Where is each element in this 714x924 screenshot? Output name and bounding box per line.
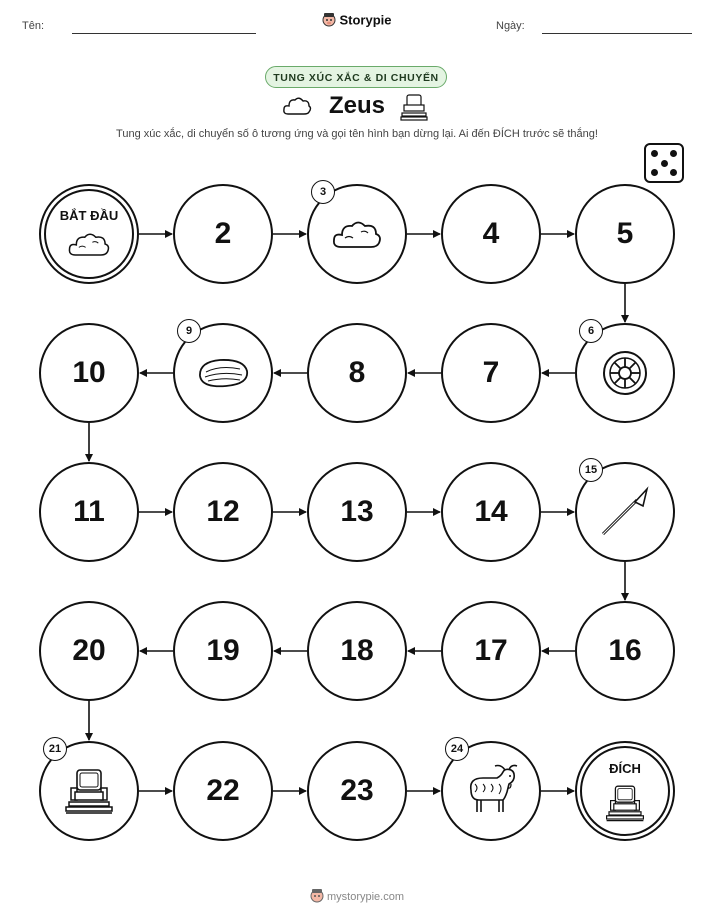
space-number: 8 bbox=[348, 356, 366, 389]
board-space-4 bbox=[441, 184, 541, 284]
space-number: 2 bbox=[214, 217, 232, 250]
finish-label: ĐÍCH bbox=[609, 761, 641, 776]
footer-url: mystorypie.com bbox=[326, 890, 405, 903]
space-number: 4 bbox=[482, 217, 500, 250]
board-space-10 bbox=[39, 323, 139, 423]
space-number-badge: 15 bbox=[579, 458, 603, 482]
board-space-24 bbox=[441, 741, 541, 841]
brand-name: Storypie bbox=[339, 12, 392, 28]
space-number-badge: 24 bbox=[445, 737, 469, 761]
footer bbox=[0, 888, 714, 906]
board-space-2 bbox=[173, 184, 273, 284]
space-number-badge: 21 bbox=[43, 737, 67, 761]
board-space-19 bbox=[173, 601, 273, 701]
board-space-22 bbox=[173, 741, 273, 841]
name-label: Tên: bbox=[22, 20, 45, 32]
board-space-12 bbox=[173, 462, 273, 562]
space-number: 10 bbox=[72, 356, 106, 389]
board-space-20 bbox=[39, 601, 139, 701]
space-number: 11 bbox=[73, 495, 105, 528]
space-number: 22 bbox=[206, 774, 240, 807]
board-space-21 bbox=[39, 741, 139, 841]
throne-icon bbox=[577, 783, 673, 823]
board-space-14 bbox=[441, 462, 541, 562]
page-title: Zeus bbox=[328, 92, 385, 119]
board-space-8 bbox=[307, 323, 407, 423]
space-number-badge: 6 bbox=[579, 319, 603, 343]
board-space-16 bbox=[575, 601, 675, 701]
space-number: 19 bbox=[206, 634, 240, 667]
board-space-23 bbox=[307, 741, 407, 841]
board-space-9 bbox=[173, 323, 273, 423]
board-space-17 bbox=[441, 601, 541, 701]
space-number: 23 bbox=[340, 774, 374, 807]
board-space-5 bbox=[575, 184, 675, 284]
space-number: 16 bbox=[608, 634, 642, 667]
board-space-3 bbox=[307, 184, 407, 284]
board-space-15 bbox=[575, 462, 675, 562]
board-space-6 bbox=[575, 323, 675, 423]
board-space-11 bbox=[39, 462, 139, 562]
date-label: Ngày: bbox=[496, 20, 525, 32]
board-space-7 bbox=[441, 323, 541, 423]
space-number: 14 bbox=[474, 495, 508, 528]
board-space-18 bbox=[307, 601, 407, 701]
space-number: 7 bbox=[482, 356, 500, 389]
space-number: 13 bbox=[340, 495, 374, 528]
start-space bbox=[39, 184, 139, 284]
finish-space bbox=[575, 741, 675, 841]
space-number-badge: 3 bbox=[311, 180, 335, 204]
instructions-text: Tung xúc xắc, di chuyển số ô tương ứng và gọi tên hình bạn dừng lại. Ai đến ĐÍCH trước sẽ thắng! bbox=[116, 128, 598, 140]
board-space-13 bbox=[307, 462, 407, 562]
space-number-badge: 9 bbox=[177, 319, 201, 343]
space-number: 18 bbox=[340, 634, 374, 667]
space-number: 20 bbox=[72, 634, 106, 667]
space-number: 17 bbox=[474, 634, 508, 667]
game-type-badge: TUNG XÚC XẮC & DI CHUYỂN bbox=[265, 66, 447, 88]
pig-mascot-icon bbox=[310, 888, 324, 906]
start-label: BẮT ĐẦU bbox=[59, 208, 119, 223]
space-number: 12 bbox=[206, 495, 240, 528]
space-number: 5 bbox=[616, 217, 634, 250]
cloud-icon bbox=[41, 228, 137, 260]
